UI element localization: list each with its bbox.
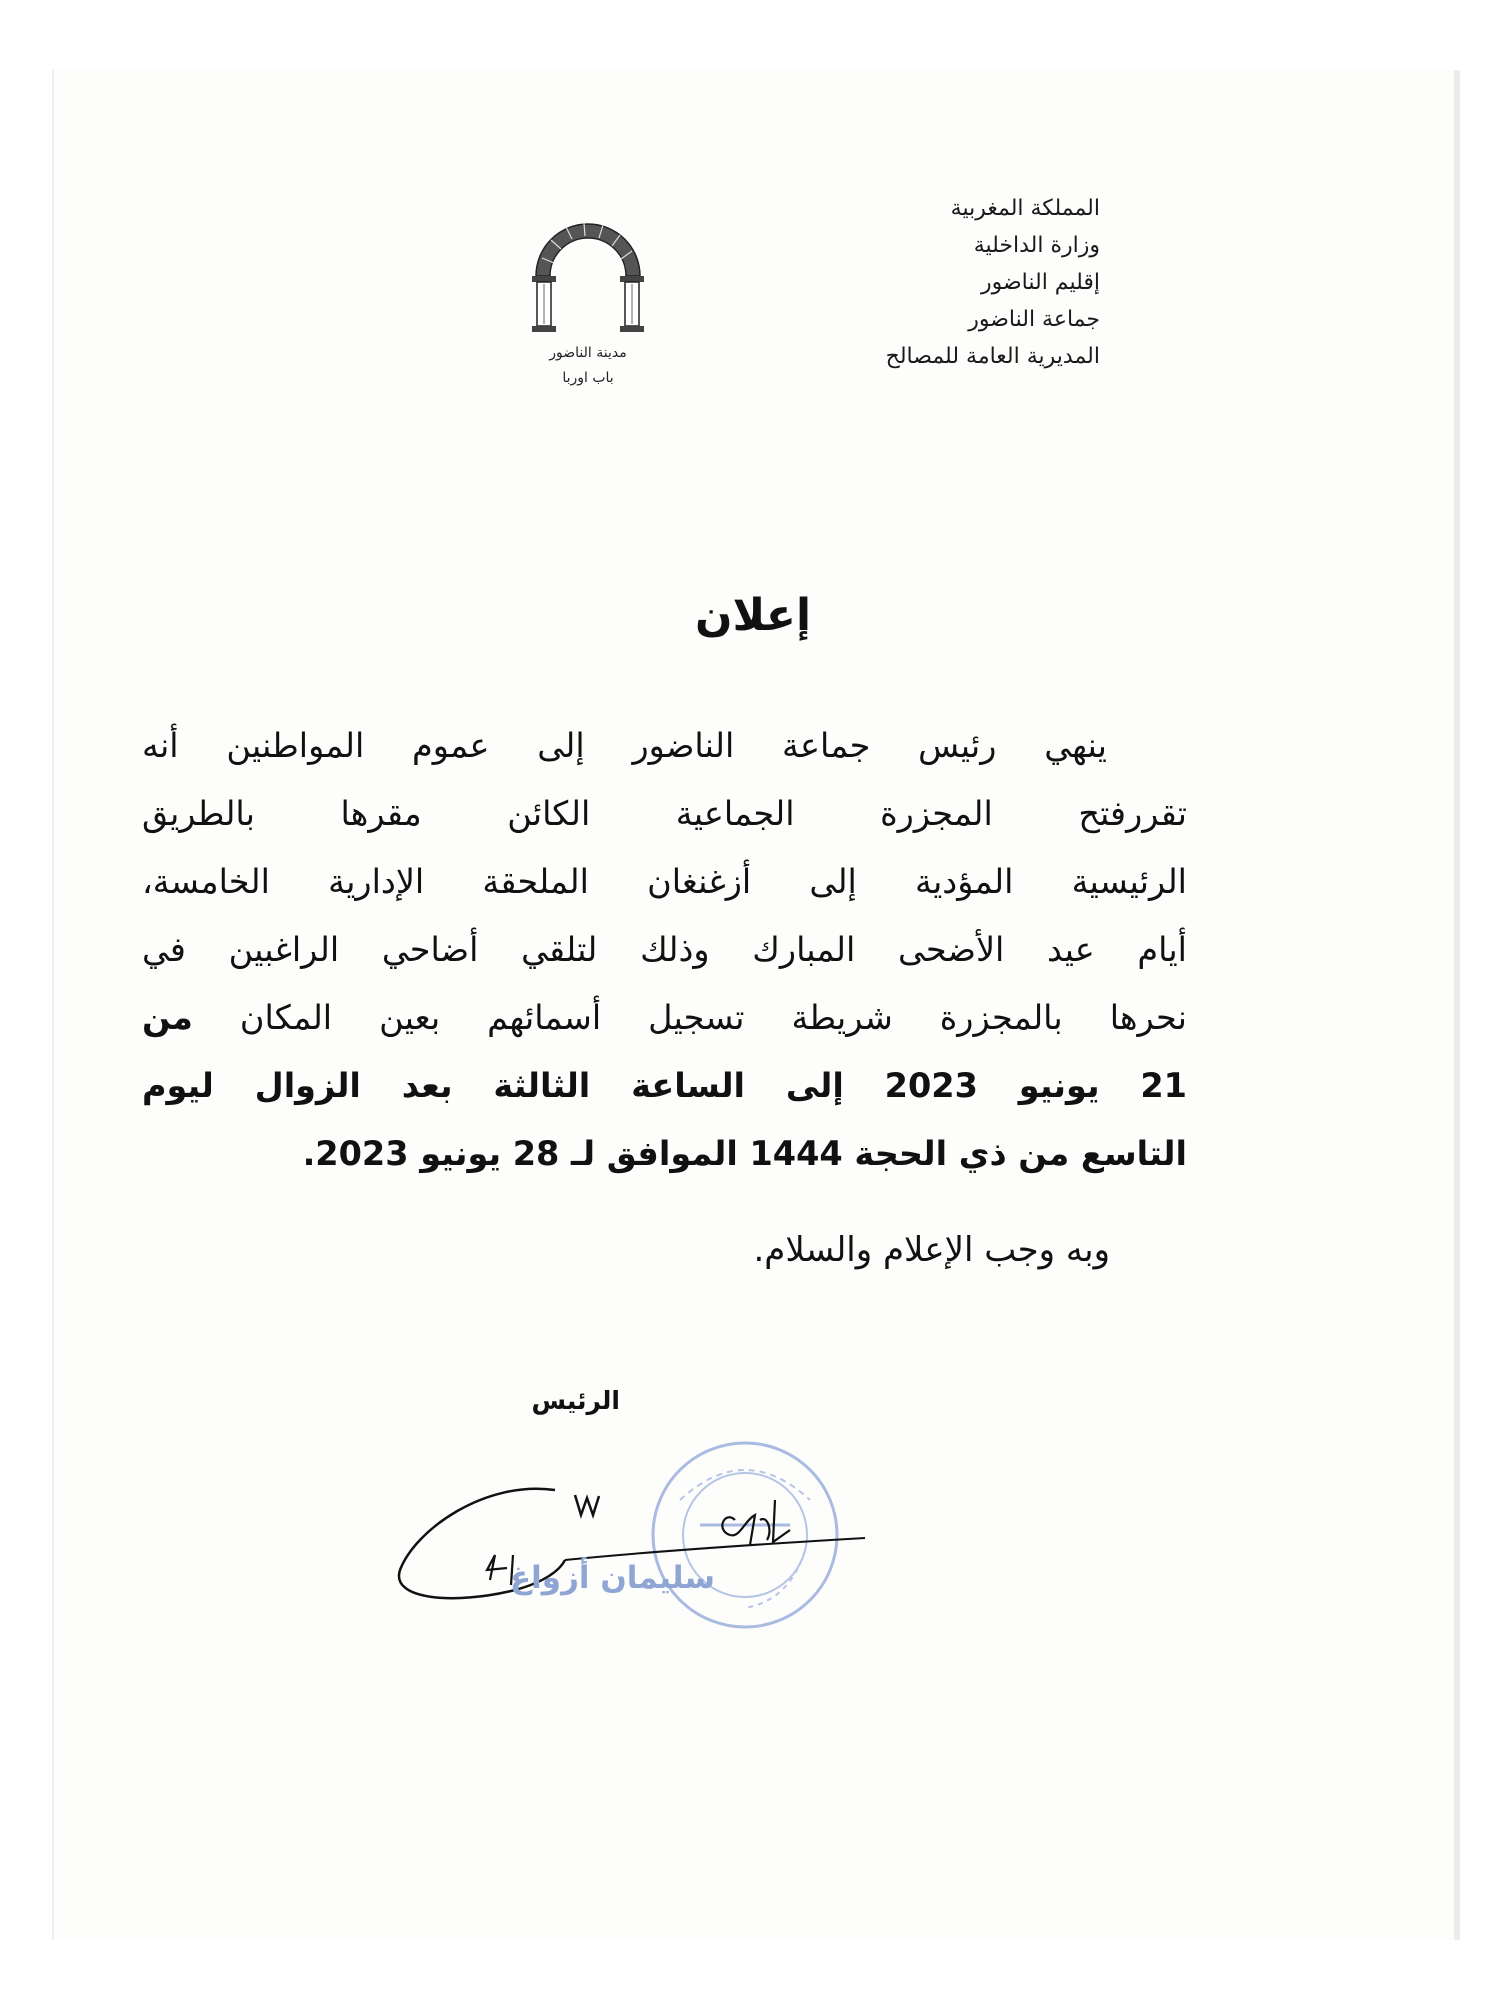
city-gate-logo — [518, 198, 658, 403]
handwritten-signature-icon — [395, 1460, 875, 1630]
logo-caption-city: مدينة الناضور — [549, 345, 627, 361]
body-line: أيام عيد الأضحى المبارك وذلك لتلقي أضاحي الراغبين في — [142, 930, 1187, 969]
body-line-bold: 21 يونيو 2023 إلى الساعة الثالثة بعد الزوال ليوم — [142, 1066, 1187, 1105]
logo-caption-gate: باب اوربا — [562, 370, 614, 386]
closing-statement: وبه وجب الإعلام والسلام. — [753, 1230, 1110, 1270]
body-line-text: نحرها بالمجزرة شريطة تسجيل أسمائهم بعين المكان — [239, 998, 1187, 1037]
announcement-body — [142, 712, 1187, 1188]
body-line: الرئيسية المؤدية إلى أزغنغان الملحقة الإدارية الخامسة، — [142, 862, 1187, 901]
letterhead-line: إقليم الناضور — [980, 270, 1100, 295]
announcement-title: إعلان — [694, 590, 812, 641]
body-line-bold-word: من — [142, 998, 193, 1037]
body-line: ينهي رئيس جماعة الناضور إلى عموم المواطنين أنه — [142, 726, 1107, 765]
arch-icon — [518, 198, 658, 338]
body-line — [142, 984, 1187, 1052]
body-line: تقررفتح المجزرة الجماعية الكائن مقرها بالطريق — [142, 794, 1187, 833]
letterhead-line: المملكة المغربية — [950, 196, 1100, 221]
body-line-bold: التاسع من ذي الحجة 1444 الموافق لـ 28 يونيو 2023. — [302, 1134, 1187, 1173]
signatory-title: الرئيس — [531, 1386, 620, 1415]
stamp-name: سليمان أزواغ — [510, 1560, 716, 1596]
letterhead-line: جماعة الناضور — [968, 307, 1100, 332]
letterhead — [886, 190, 1100, 375]
letterhead-line: وزارة الداخلية — [973, 233, 1100, 258]
letterhead-line: المديرية العامة للمصالح — [885, 344, 1100, 369]
